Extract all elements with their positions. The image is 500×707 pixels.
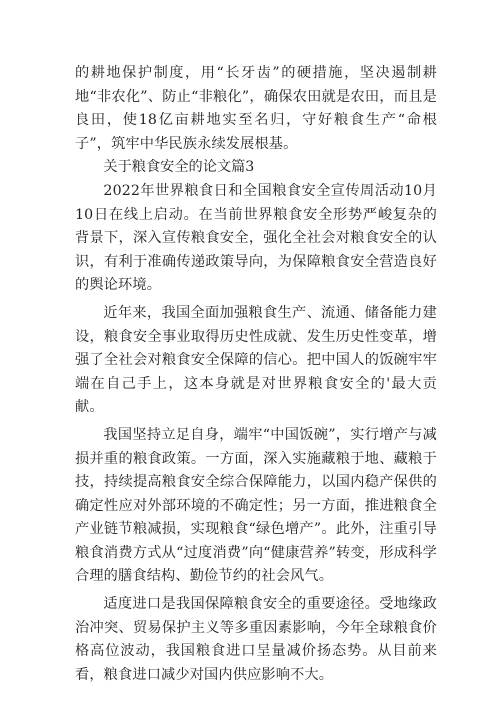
section-heading: 关于粮食安全的论文篇3 (103, 159, 255, 176)
body-paragraph-1: 2022年世界粮食日和全国粮食安全宣传周活动10月10日在线上启动。在当前世界粮食安全形势严峻复杂的背景下，深入宣传粮食安全，强化全社会对粮食安全的认识，有利于准确传递政策导向，为保障粮食安全营造良好的舆论环境。 (75, 182, 437, 294)
document-content (75, 62, 437, 687)
continued-paragraph: 的耕地保护制度，用“长牙齿”的硬措施，坚决遏制耕地“非农化”、防止“非粮化”，确保农田就是农田，而且是良田，使18亿亩耕地实至名归，守好粮食生产“命根子”，筑牢中华民族永续发展根基。 (75, 65, 437, 152)
body-paragraph-4: 适度进口是我国保障粮食安全的重要途径。受地缘政治冲突、贸易保护主义等多重因素影响，今年全球粮食价格高位波动，我国粮食进口呈量减价扬态势。从目前来看，粮食进口减少对国内供应影响不大。 (75, 596, 437, 683)
body-paragraph-3: 我国坚持立足自身，端牢“中国饭碗”，实行增产与减损并重的粮食政策。一方面，深入实施藏粮于地、藏粮于技，持续提高粮食安全综合保障能力，以国内稳产保供的确定性应对外部环境的不确定性；另一方面，推进粮食全产业链节粮减损，实现粮食“绿色增产”。此外，注重引导粮食消费方式从“过度消费”向“健康营养”转变，形成科学合理的膳食结构、勤俭节约的社会风气。 (75, 426, 437, 585)
body-paragraph-2: 近年来，我国全面加强粮食生产、流通、储备能力建设，粮食安全事业取得历史性成就、发生历史性变革，增强了全社会对粮食安全保障的信心。把中国人的饭碗牢牢端在自己手上，这本身就是对世界粮食安全的'最大贡献。 (75, 304, 437, 416)
